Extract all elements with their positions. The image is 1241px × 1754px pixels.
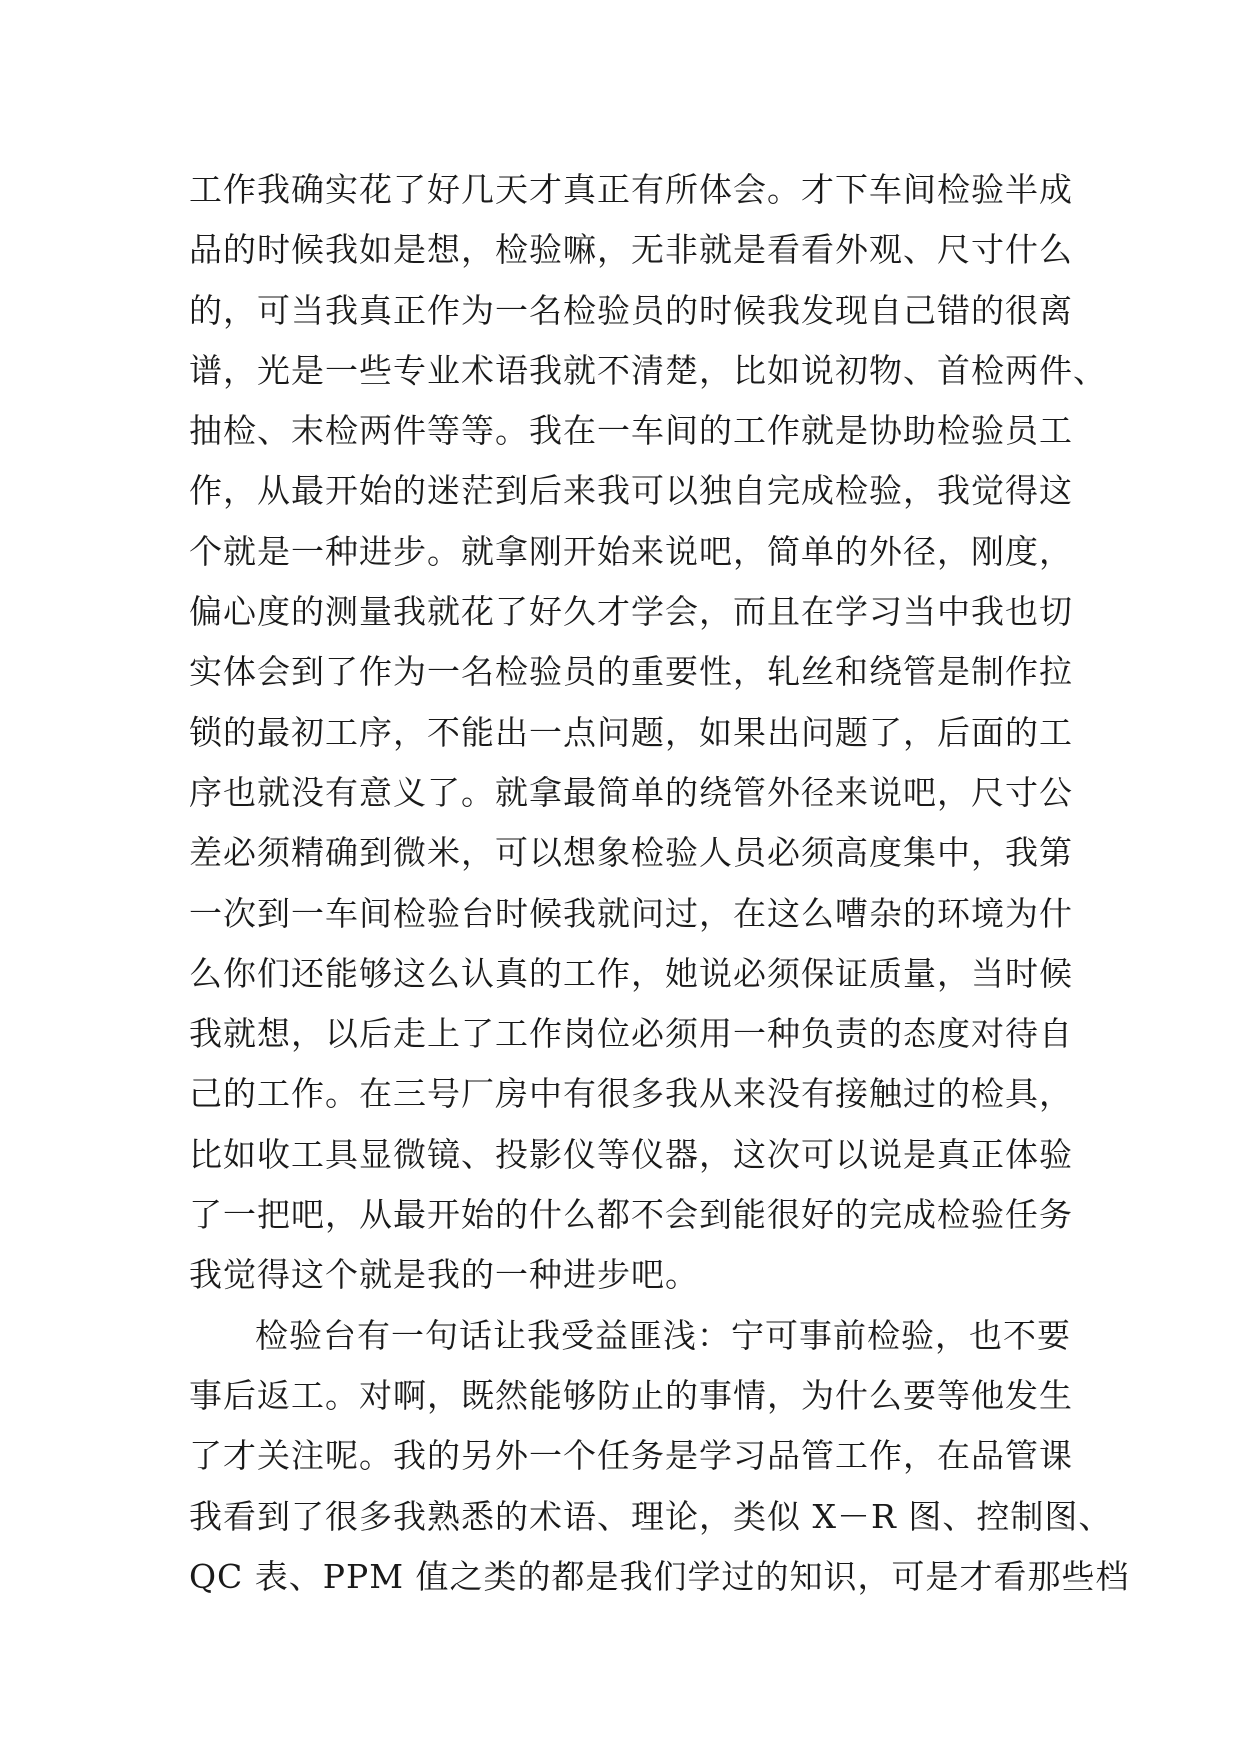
text-line: 差必须精确到微米，可以想象检验人员必须高度集中，我第 [189,833,1073,873]
text-line: 工作我确实花了好几天才真正有所体会。才下车间检验半成 [189,170,1073,209]
text-line: 偏心度的测量我就花了好久才学会，而且在学习当中我也切 [189,592,1073,632]
text-line: 作，从最开始的迷茫到后来我可以独自完成检验，我觉得这 [189,471,1073,511]
text-line: 我看到了很多我熟悉的术语、理论，类似 X－R 图、控制图、 [189,1496,1113,1536]
document-body [189,160,1130,1607]
text-line: QC 表、PPM 值之类的都是我们学过的知识，可是才看那些档 [189,1556,1130,1596]
text-line: 的，可当我真正作为一名检验员的时候我发现自己错的很离 [189,290,1073,330]
text-line: 了才关注呢。我的另外一个任务是学习品管工作，在品管课 [189,1436,1073,1476]
text-line: 抽检、末检两件等等。我在一车间的工作就是协助检验员工 [189,411,1073,451]
text-line: 了一把吧，从最开始的什么都不会到能很好的完成检验任务 [189,1195,1073,1235]
text-line: 锁的最初工序，不能出一点问题，如果出问题了，后面的工 [189,712,1073,752]
text-line: 我觉得这个就是我的一种进步吧。 [189,1255,699,1295]
text-line: 个就是一种进步。就拿刚开始来说吧，简单的外径，刚度， [189,531,1073,571]
paragraph-2 [189,1306,1130,1607]
paragraph-1 [189,160,1107,1306]
text-line: 一次到一车间检验台时候我就问过，在这么嘈杂的环境为什 [189,893,1073,933]
text-line: 品的时候我如是想，检验嘛，无非就是看看外观、尺寸什么 [189,230,1073,270]
text-line: 序也就没有意义了。就拿最简单的绕管外径来说吧，尺寸公 [189,772,1073,812]
text-line: 事后返工。对啊，既然能够防止的事情，为什么要等他发生 [189,1375,1073,1415]
text-line: 么你们还能够这么认真的工作，她说必须保证质量，当时候 [189,953,1073,993]
text-line: 谱，光是一些专业术语我就不清楚，比如说初物、首检两件、 [189,350,1107,390]
text-line: 检验台有一句话让我受益匪浅：宁可事前检验，也不要 [255,1315,1071,1355]
text-line: 比如收工具显微镜、投影仪等仪器，这次可以说是真正体验 [189,1134,1073,1174]
text-line: 己的工作。在三号厂房中有很多我从来没有接触过的检具， [189,1074,1073,1114]
text-line: 实体会到了作为一名检验员的重要性，轧丝和绕管是制作拉 [189,652,1073,692]
text-line: 我就想，以后走上了工作岗位必须用一种负责的态度对待自 [189,1014,1073,1054]
